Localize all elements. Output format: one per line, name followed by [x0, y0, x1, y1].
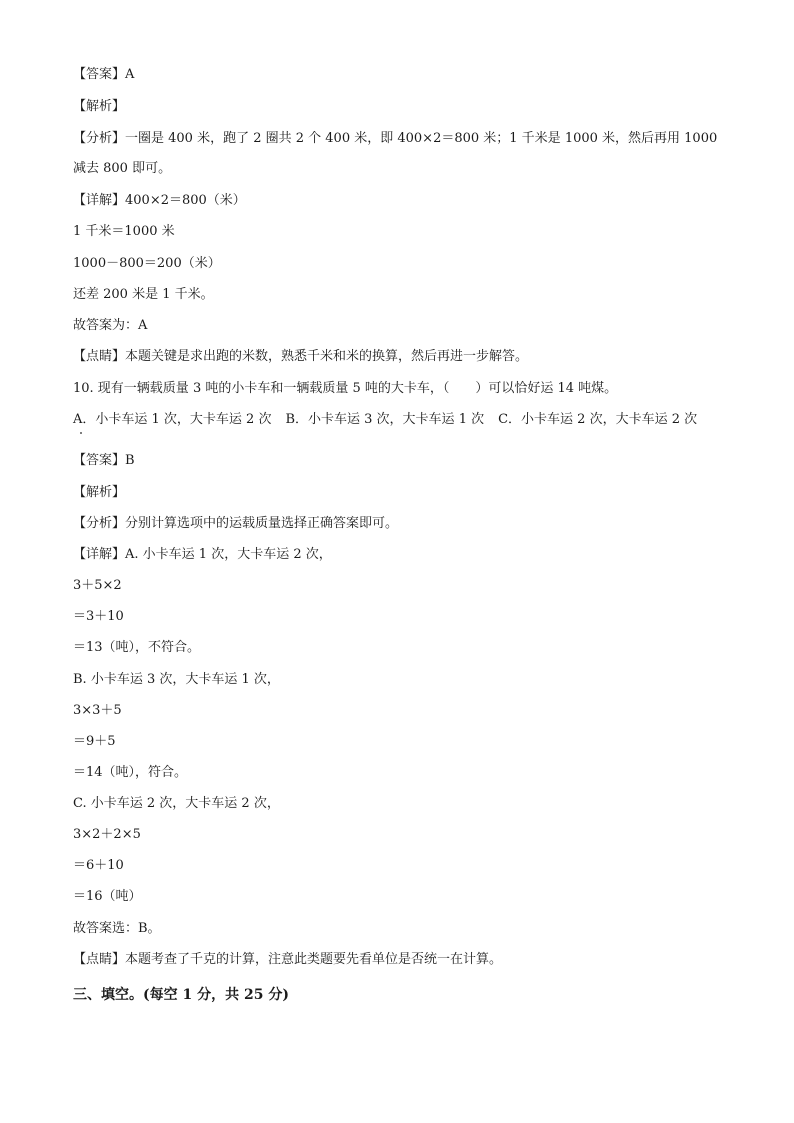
- detail-a-heading: 【详解】A. 小卡车运 1 次，大卡车运 2 次，: [73, 547, 332, 562]
- detail-a-step-2: ＝3＋10: [73, 609, 124, 624]
- section-title-fill-in: 三、填空。(每空 1 分，共 25 分): [73, 987, 289, 1003]
- analysis-text-1-cont: 减去 800 即可。: [73, 161, 172, 176]
- key-point-2: 【点睛】本题考查了千克的计算，注意此类题要先看单位是否统一在计算。: [73, 952, 503, 967]
- detail-c-heading: C. 小卡车运 2 次，大卡车运 2 次，: [73, 796, 280, 811]
- analysis-heading-2: 【解析】: [73, 485, 126, 500]
- detail-line-1: 【详解】400×2＝800（米）: [73, 193, 246, 208]
- detail-line-4: 还差 200 米是 1 千米。: [73, 287, 214, 302]
- detail-c-step-1: 3×2＋2×5: [73, 827, 141, 842]
- detail-line-2: 1 千米＝1000 米: [73, 224, 175, 239]
- option-a: A．小卡车运 1 次，大卡车运 2 次: [73, 412, 272, 427]
- analysis-heading-1: 【解析】: [73, 99, 126, 114]
- detail-c-result: ＝16（吨）: [73, 889, 142, 904]
- detail-b-step-2: ＝9＋5: [73, 734, 116, 749]
- detail-b-step-1: 3×3＋5: [73, 703, 122, 718]
- option-b: B．小卡车运 3 次，大卡车运 1 次: [285, 412, 485, 427]
- detail-line-3: 1000－800＝200（米）: [73, 256, 221, 271]
- detail-b-result: ＝14（吨），符合。: [73, 765, 188, 780]
- key-point-1: 【点睛】本题关键是求出跑的米数，熟悉千米和米的换算，然后再进一步解答。: [73, 349, 529, 364]
- detail-a-result: ＝13（吨），不符合。: [73, 640, 201, 655]
- analysis-text-1: 【分析】一圈是 400 米，跑了 2 圈共 2 个 400 米，即 400×2＝800 米；1 千米是 1000 米，然后再用 1000: [73, 131, 718, 146]
- final-answer-1: 故答案为：A: [73, 318, 148, 333]
- answer-label-1: 【答案】A: [73, 67, 135, 82]
- answer-label-2: 【答案】B: [73, 453, 135, 468]
- question-10-options: [73, 411, 711, 429]
- option-c: C．小卡车运 2 次，大卡车运 2 次: [498, 412, 698, 427]
- final-answer-2: 故答案选：B。: [73, 921, 161, 936]
- detail-c-step-2: ＝6＋10: [73, 858, 124, 873]
- detail-b-heading: B. 小卡车运 3 次，大卡车运 1 次，: [73, 672, 280, 687]
- analysis-text-2: 【分析】分别计算选项中的运载质量选择正确答案即可。: [73, 516, 399, 531]
- question-10: 10. 现有一辆载质量 3 吨的小卡车和一辆载质量 5 吨的大卡车，（ ）可以恰好运 14 吨煤。: [73, 381, 618, 396]
- detail-a-step-1: 3＋5×2: [73, 578, 122, 593]
- stray-dot-mark: [80, 432, 82, 434]
